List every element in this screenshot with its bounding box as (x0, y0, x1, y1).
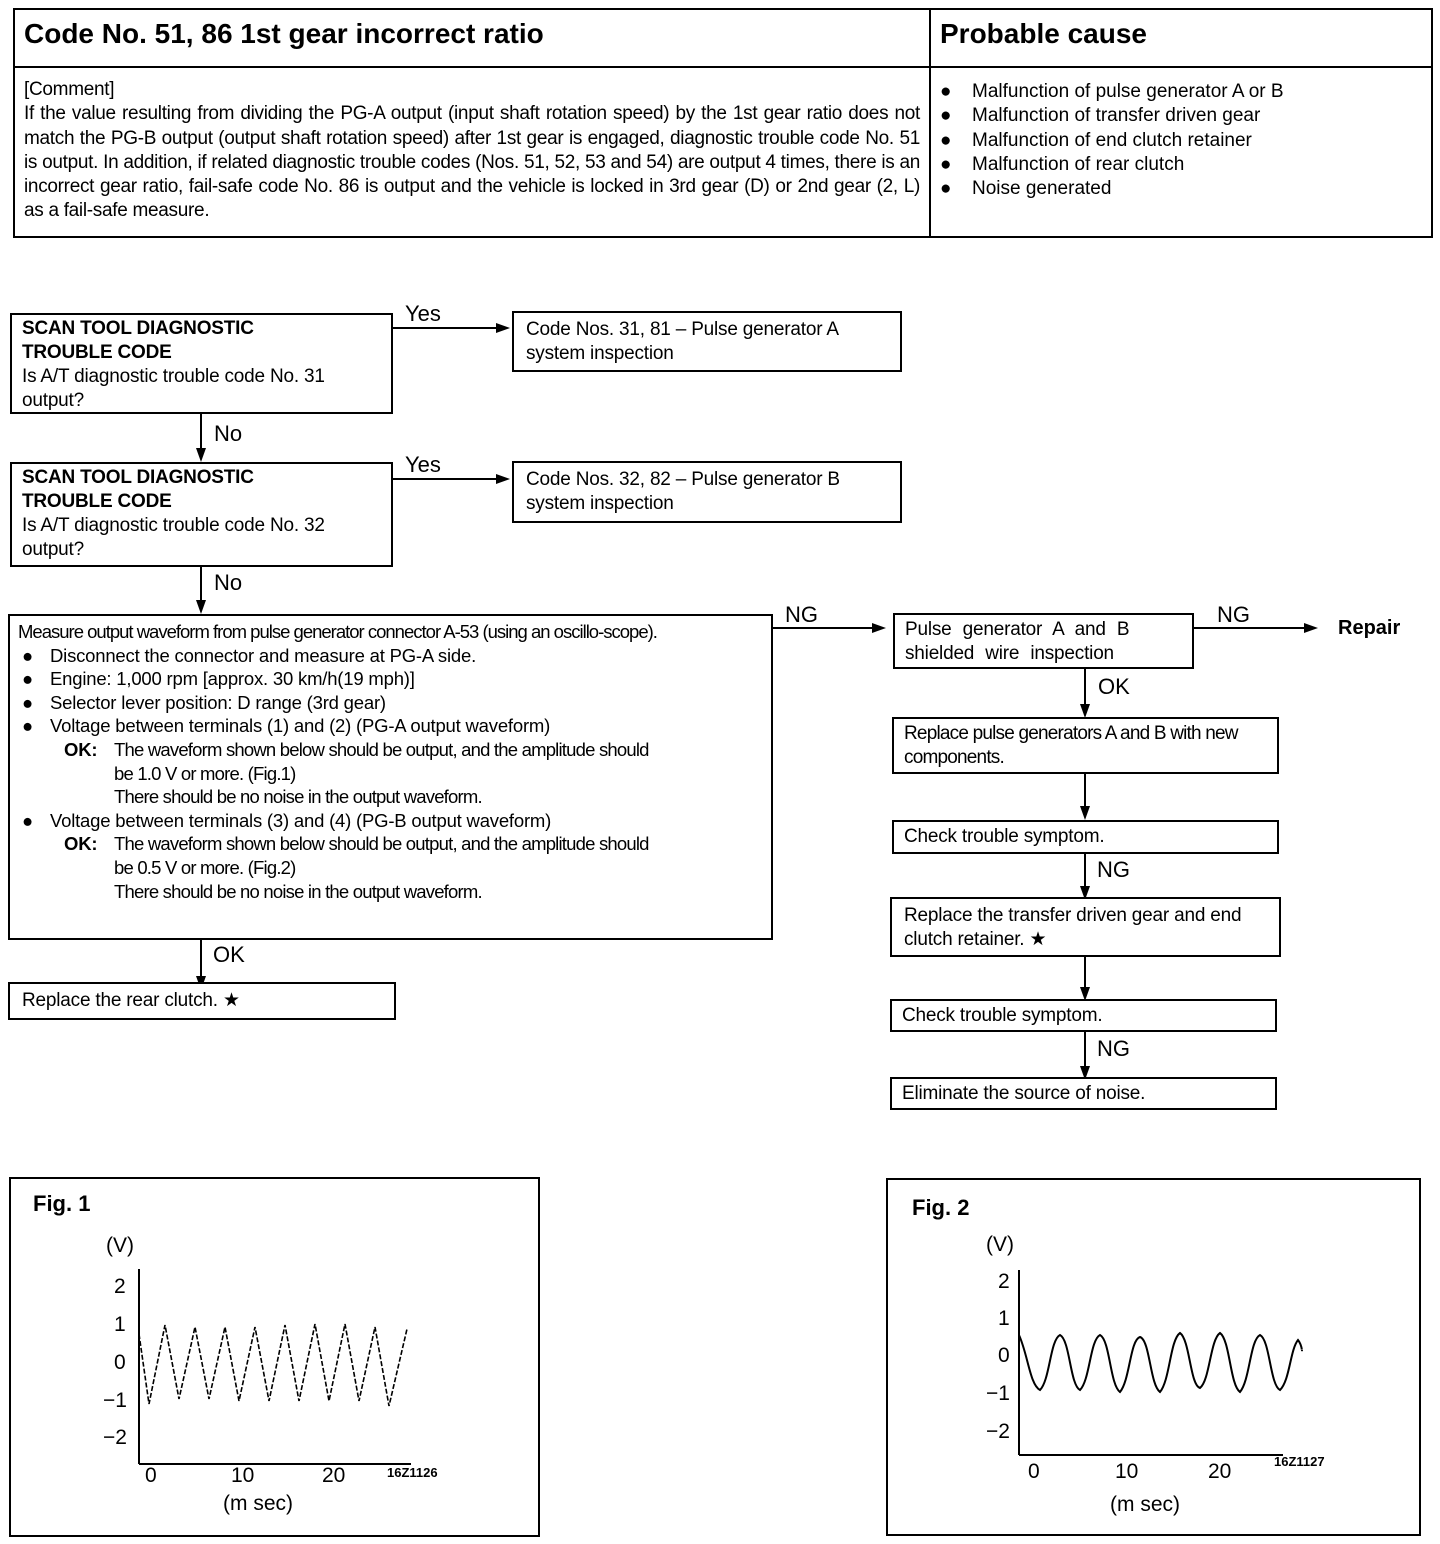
fig1-ytick: 2 (114, 1275, 126, 1298)
fig1-ytick: −2 (103, 1426, 127, 1449)
cause-item (940, 177, 1284, 201)
step2-yes-target-text: Code Nos. 32, 82 – Pulse generator B system inspection (526, 469, 840, 514)
step2-yes-target-box (512, 461, 902, 523)
step3-item-text: Engine: 1,000 rpm [approx. 30 km/h(19 mph)] (50, 668, 415, 690)
step2-title-line2: TROUBLE CODE (22, 491, 172, 512)
step1-title-line2: TROUBLE CODE (22, 342, 172, 363)
step3-ok1 (18, 738, 763, 809)
step3-box (8, 614, 773, 940)
fig1-waveform-plot (11, 1179, 542, 1539)
replace-pg-line (1084, 774, 1086, 810)
ok1-line3: There should be no noise in the output waveform. (114, 786, 482, 808)
cause-text: Malfunction of end clutch retainer (972, 129, 1252, 151)
step3-item (18, 714, 763, 738)
fig1-xtick: 10 (231, 1464, 255, 1487)
fig2-x-axis-label: (m sec) (1110, 1493, 1180, 1516)
step2-title-line1: SCAN TOOL DIAGNOSTIC (22, 467, 254, 488)
arrow-down-icon (1080, 704, 1090, 718)
fig2-ytick: 2 (998, 1270, 1010, 1293)
replace-transfer-text: Replace the transfer driven gear and end clutch retainer. ★ (904, 905, 1242, 950)
step2-box (10, 462, 393, 567)
fig1-title: Fig. 1 (33, 1191, 91, 1216)
fig2-xtick: 10 (1115, 1460, 1139, 1483)
step1-yes-label: Yes (405, 301, 441, 326)
step3-item (18, 644, 763, 668)
step2-yes-label: Yes (405, 452, 441, 477)
probable-cause-title: Probable cause (940, 18, 1147, 49)
fig1-y-axis-label: (V) (106, 1234, 134, 1257)
step3-ok-line (200, 940, 202, 980)
bullet-icon: ● (940, 81, 952, 102)
shield-ok-label: OK (1098, 674, 1130, 699)
fig1-x-axis-label: (m sec) (223, 1492, 293, 1515)
step3-item-text: Voltage between terminals (1) and (2) (PG-A output waveform) (50, 715, 551, 737)
cause-item (940, 129, 1284, 153)
ok2-line2: be 0.5 V or more. (Fig.2) (114, 856, 296, 878)
bullet-icon: ● (940, 105, 952, 127)
fig2-ytick: −2 (986, 1420, 1010, 1443)
bullet-icon: ● (22, 809, 33, 831)
fig2-ytick: 0 (998, 1344, 1010, 1367)
fig1-ytick: 0 (114, 1351, 126, 1374)
probable-cause-list (940, 80, 1284, 201)
cause-text: Malfunction of rear clutch (972, 153, 1185, 175)
step2-yes-line (393, 478, 498, 480)
step1-yes-target-box (512, 311, 902, 372)
ok-label: OK: (64, 738, 98, 760)
ok-label: OK: (64, 833, 98, 855)
check2-text: Check trouble symptom. (902, 1005, 1103, 1026)
comment-label: [Comment] (24, 79, 115, 100)
fig2-ytick: 1 (998, 1307, 1010, 1330)
step1-no-label: No (214, 421, 243, 446)
replace-transfer-box (890, 897, 1281, 957)
check1-ng-label: NG (1097, 857, 1130, 882)
arrow-right-icon (496, 474, 510, 484)
fig2-code: 16Z1127 (1274, 1454, 1325, 1469)
fig1-ytick: 1 (114, 1313, 126, 1336)
replace-pg-box (892, 717, 1279, 774)
step3-ng-label: NG (785, 602, 818, 627)
fig1-xtick: 0 (145, 1464, 157, 1487)
bullet-icon: ● (22, 644, 33, 666)
step2-question: Is A/T diagnostic trouble code No. 32 output? (22, 515, 325, 560)
comment-text: If the value resulting from dividing the PG-A output (input shaft rotation speed) by the 1st gear ratio does not match the PG-B output (output shaft rotation speed) after 1st gear is engaged, diagnostic trouble code No. 51 is output. In addition, if related diagnostic trouble codes (Nos. 51, 52, 53 and 54) are output 4 times, there is an incorrect gear ratio, fail-safe code No. 86 is output and the vehicle is locked in 3rd gear (D) or 2nd gear (2, L) as a fail-safe measure. (24, 103, 920, 222)
replace-transfer-line (1084, 957, 1086, 991)
bullet-icon: ● (22, 715, 33, 737)
step3-item (18, 691, 763, 715)
ok2-line1: The waveform shown below should be output, and the amplitude should (114, 833, 649, 855)
bullet-icon: ● (940, 178, 952, 200)
check2-box (890, 999, 1277, 1032)
fig2-xtick: 20 (1208, 1460, 1232, 1483)
step1-title-line1: SCAN TOOL DIAGNOSTIC (22, 318, 254, 339)
bullet-icon: ● (940, 153, 952, 175)
step3-item-text: Selector lever position: D range (3rd gear) (50, 691, 386, 713)
check1-box (892, 820, 1279, 854)
shield-ok-line (1084, 669, 1086, 707)
shield-check-text: Pulse generator A and B shielded wire inspection (905, 619, 1130, 664)
eliminate-text: Eliminate the source of noise. (902, 1083, 1146, 1104)
eliminate-box (890, 1077, 1277, 1110)
step2-no-line (200, 567, 202, 602)
shield-ng-label: NG (1217, 602, 1250, 627)
arrow-down-icon (196, 600, 206, 614)
header-row-divider (13, 66, 1433, 68)
step3-item-text: Disconnect the connector and measure at PG-A side. (50, 644, 477, 666)
fig2-xtick: 0 (1028, 1460, 1040, 1483)
ok1-line1: The waveform shown below should be output, and the amplitude should (114, 738, 649, 760)
fig2-waveform-plot (888, 1180, 1423, 1538)
comment-block (24, 78, 920, 224)
ok2-line3: There should be no noise in the output waveform. (114, 880, 482, 902)
fig1-xtick: 20 (322, 1464, 346, 1487)
cause-item (940, 104, 1284, 128)
cause-text: Malfunction of pulse generator A or B (972, 81, 1284, 102)
fig2-y-axis-label: (V) (986, 1233, 1014, 1256)
step1-yes-line (393, 327, 498, 329)
shield-ng-line (1194, 627, 1306, 629)
step3-intro: Measure output waveform from pulse generator connector A-53 (using an oscillo-scope). (18, 621, 657, 642)
fig2-title: Fig. 2 (912, 1195, 970, 1220)
shield-check-box (893, 613, 1194, 669)
cause-text: Noise generated (972, 178, 1112, 200)
step1-question: Is A/T diagnostic trouble code No. 31 output? (22, 366, 325, 411)
rear-clutch-text: Replace the rear clutch. ★ (22, 990, 240, 1011)
page-title: Code No. 51, 86 1st gear incorrect ratio (24, 18, 544, 49)
check1-text: Check trouble symptom. (904, 826, 1105, 847)
step3-ok2 (18, 832, 763, 903)
step3-item-text: Voltage between terminals (3) and (4) (PG-B output waveform) (50, 809, 552, 831)
bullet-icon: ● (22, 691, 33, 713)
rear-clutch-box (8, 982, 396, 1020)
step3-item (18, 809, 763, 833)
step1-box (10, 313, 393, 414)
bullet-icon: ● (22, 668, 33, 690)
ok1-line2: be 1.0 V or more. (Fig.1) (114, 762, 296, 784)
repair-text: Repair (1338, 617, 1401, 639)
cause-item (940, 153, 1284, 177)
fig1-panel (9, 1177, 540, 1537)
replace-pg-text: Replace pulse generators A and B with new components. (904, 723, 1238, 768)
step2-no-label: No (214, 570, 243, 595)
fig1-ytick: −1 (103, 1389, 127, 1412)
cause-text: Malfunction of transfer driven gear (972, 105, 1261, 127)
check1-ng-line (1084, 854, 1086, 890)
cause-item (940, 80, 1284, 104)
arrow-down-icon (1080, 806, 1090, 820)
arrow-right-icon (1304, 623, 1318, 633)
fig2-ytick: −1 (986, 1382, 1010, 1405)
arrow-down-icon (196, 448, 206, 462)
fig1-code: 16Z1126 (387, 1465, 438, 1480)
bullet-icon: ● (940, 129, 952, 151)
check2-ng-label: NG (1097, 1036, 1130, 1061)
fig2-panel (886, 1178, 1421, 1536)
step1-no-line (200, 414, 202, 450)
step3-ok-label: OK (213, 942, 245, 967)
step1-yes-target-text: Code Nos. 31, 81 – Pulse generator A system inspection (526, 319, 838, 364)
header-column-divider (929, 8, 931, 238)
check2-ng-line (1084, 1032, 1086, 1070)
arrow-right-icon (496, 323, 510, 333)
arrow-right-icon (872, 623, 886, 633)
step3-item (18, 667, 763, 691)
